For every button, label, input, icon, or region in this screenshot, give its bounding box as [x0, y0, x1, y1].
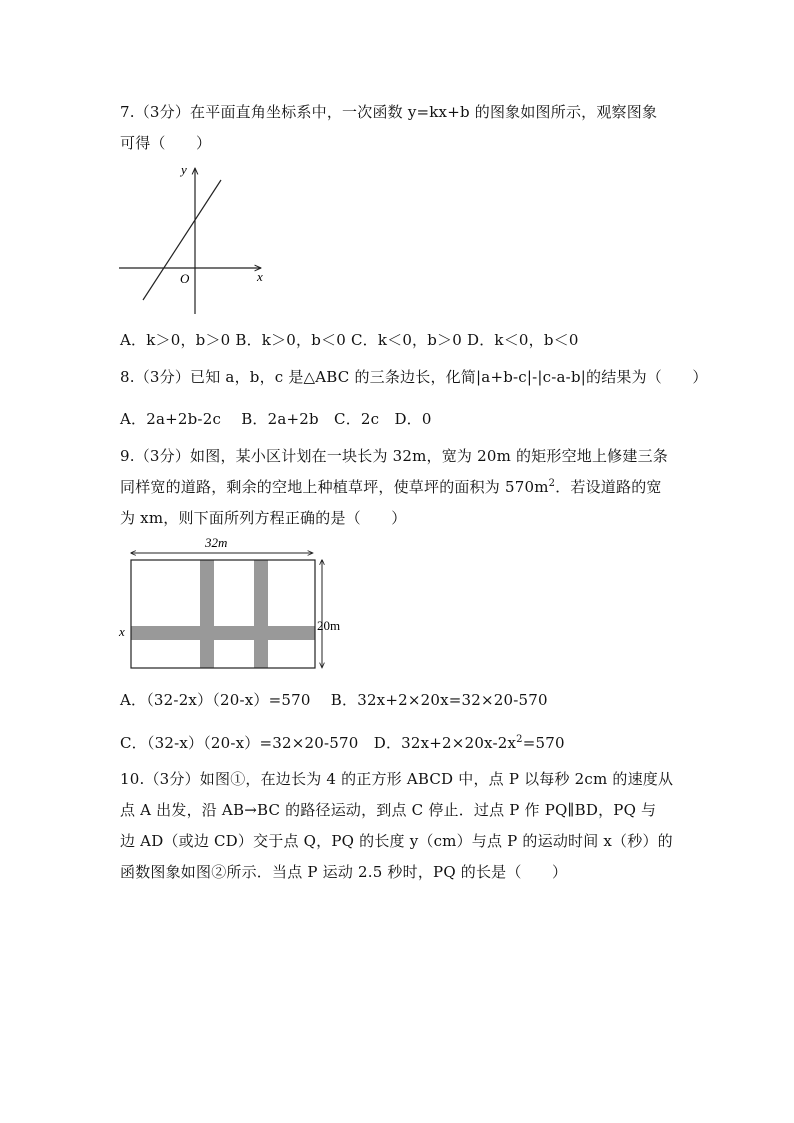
q9-options-cd-text: C．（32-x）（20-x）=32×20-570 D．32x+2×20x-2x	[120, 734, 517, 752]
q9-road-vertical-1	[200, 560, 214, 668]
q9-options-cd	[120, 733, 565, 753]
q9-stem-line2-sup: 2	[548, 478, 556, 489]
q9-left-label: x	[119, 624, 125, 639]
q7-stem-line1: 7.（3分）在平面直角坐标系中，一次函数 y=kx+b 的图象如图所示，观察图象	[120, 103, 658, 121]
q9-figure-road-rectangle	[115, 532, 355, 674]
q9-road-horizontal	[131, 626, 315, 640]
q9-options-ab: A．（32-2x）（20-x）=570 B．32x+2×20x=32×20-570	[120, 691, 548, 709]
q9-stem-line2-end: ．若设道路的宽	[555, 478, 662, 496]
q10-stem-line4: 函数图象如图②所示．当点 P 运动 2.5 秒时，PQ 的长是（ ）	[120, 863, 568, 881]
q9-stem-line2-text: 同样宽的道路，剩余的空地上种植草坪，使草坪的面积为 570m	[120, 478, 549, 496]
q9-stem-line2	[120, 477, 662, 497]
q9-options-cd-sup: 2	[516, 734, 523, 745]
q7-options: A．k＞0，b＞0 B．k＞0，b＜0 C．k＜0，b＞0 D．k＜0，b＜0	[120, 331, 579, 349]
q10-stem-line1: 10.（3分）如图①，在边长为 4 的正方形 ABCD 中，点 P 以每秒 2cm 的速度从	[120, 770, 674, 788]
q7-x-label: x	[257, 269, 263, 284]
q10-stem-line2: 点 A 出发，沿 AB→BC 的路径运动，到点 C 停止．过点 P 作 PQ∥BD，PQ 与	[120, 801, 657, 819]
q9-options-cd-end: =570	[522, 734, 565, 752]
q9-stem-line1: 9.（3分）如图，某小区计划在一块长为 32m，宽为 20m 的矩形空地上修建三条	[120, 447, 668, 465]
q7-figure-linear-graph	[115, 158, 275, 318]
q9-stem-line3: 为 xm，则下面所列方程正确的是（ ）	[120, 509, 407, 527]
q9-road-vertical-2	[254, 560, 268, 668]
q9-right-label: 20m	[317, 618, 341, 633]
q9-rectangle	[131, 560, 315, 668]
q8-options: A．2a+2b-2c B．2a+2b C．2c D．0	[120, 410, 432, 428]
q7-stem-line2: 可得（ ）	[120, 134, 212, 152]
q9-top-label: 32m	[205, 535, 228, 550]
q7-y-label: y	[181, 162, 187, 177]
q8-stem: 8.（3分）已知 a，b，c 是△ABC 的三条边长，化简|a+b-c|-|c-a-b|的结果为（ ）	[120, 368, 708, 386]
q7-origin-label: O	[180, 271, 190, 286]
q10-stem-line3: 边 AD（或边 CD）交于点 Q，PQ 的长度 y（cm）与点 P 的运动时间 x（秒）的	[120, 832, 673, 850]
